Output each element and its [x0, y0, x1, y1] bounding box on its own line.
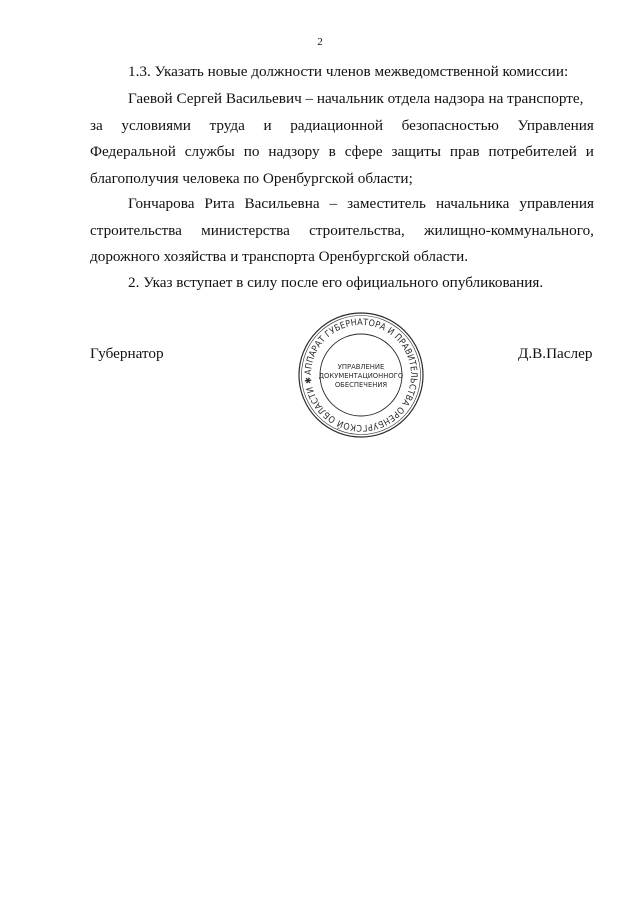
word: Рита [204, 195, 235, 212]
signature-name: Д.В.Паслер [518, 345, 593, 362]
word: безопасностью [401, 116, 499, 134]
word: потребителей [488, 143, 577, 160]
word: и [585, 143, 594, 160]
word: прав [449, 143, 480, 160]
paragraph-1-3 [90, 59, 594, 86]
paragraph-line: благополучия человека по Оренбургской области; [90, 169, 413, 187]
stamp-center-line: ОБЕСПЕЧЕНИЯ [334, 381, 388, 389]
word: за [90, 116, 103, 134]
paragraph-line-justified [90, 139, 594, 166]
paragraph-line-justified [90, 191, 594, 218]
page-number: 2 [317, 36, 323, 48]
paragraph-line: 2. Указ вступает в силу после его официального опубликования. [128, 274, 544, 291]
stamp-center-line: УПРАВЛЕНИЕ [337, 363, 385, 371]
signature-title: Губернатор [90, 345, 164, 362]
stamp-ring-text: АППАРАТ ГУБЕРНАТОРА И ПРАВИТЕЛЬСТВА ОРЕНБУРГСКОЙ ОБЛАСТИ ✱ [303, 317, 419, 433]
word: службы [184, 143, 235, 160]
word: Гончарова [128, 195, 195, 212]
word: по [243, 143, 260, 160]
word: Васильевна [244, 195, 320, 212]
paragraph-2 [90, 270, 594, 297]
word: радиационной [290, 116, 383, 134]
official-stamp [297, 311, 425, 439]
paragraph-line: Гаевой Сергей Васильевич – начальник отдела надзора на транспорте, [128, 90, 584, 107]
word: строительства [90, 221, 182, 239]
word: и [263, 116, 272, 134]
word: жилищно-коммунального, [423, 221, 594, 239]
word: Управления [517, 116, 594, 134]
word: в [328, 143, 336, 160]
word: сфере [344, 143, 383, 160]
word: начальника [435, 195, 510, 212]
word: условиями [121, 116, 191, 134]
word: надзору [268, 143, 320, 160]
word: министерства [201, 221, 290, 239]
word: управления [519, 195, 594, 212]
word: – [329, 195, 338, 212]
paragraph-line: дорожного хозяйства и транспорта Оренбургской области. [90, 248, 469, 265]
paragraph-line: 1.3. Указать новые должности членов межведомственной комиссии: [128, 63, 569, 80]
word: труда [209, 116, 245, 134]
word: заместитель [347, 195, 426, 212]
stamp-center-line: ДОКУМЕНТАЦИОННОГО [318, 372, 404, 380]
word: строительства, [309, 221, 405, 239]
paragraph-line-justified [90, 218, 594, 245]
paragraph-goncharova [90, 191, 594, 271]
paragraph-gaevoy [90, 86, 594, 192]
word: защиты [391, 143, 441, 160]
paragraph-line-justified [90, 113, 594, 140]
word: Федеральной [90, 143, 176, 160]
